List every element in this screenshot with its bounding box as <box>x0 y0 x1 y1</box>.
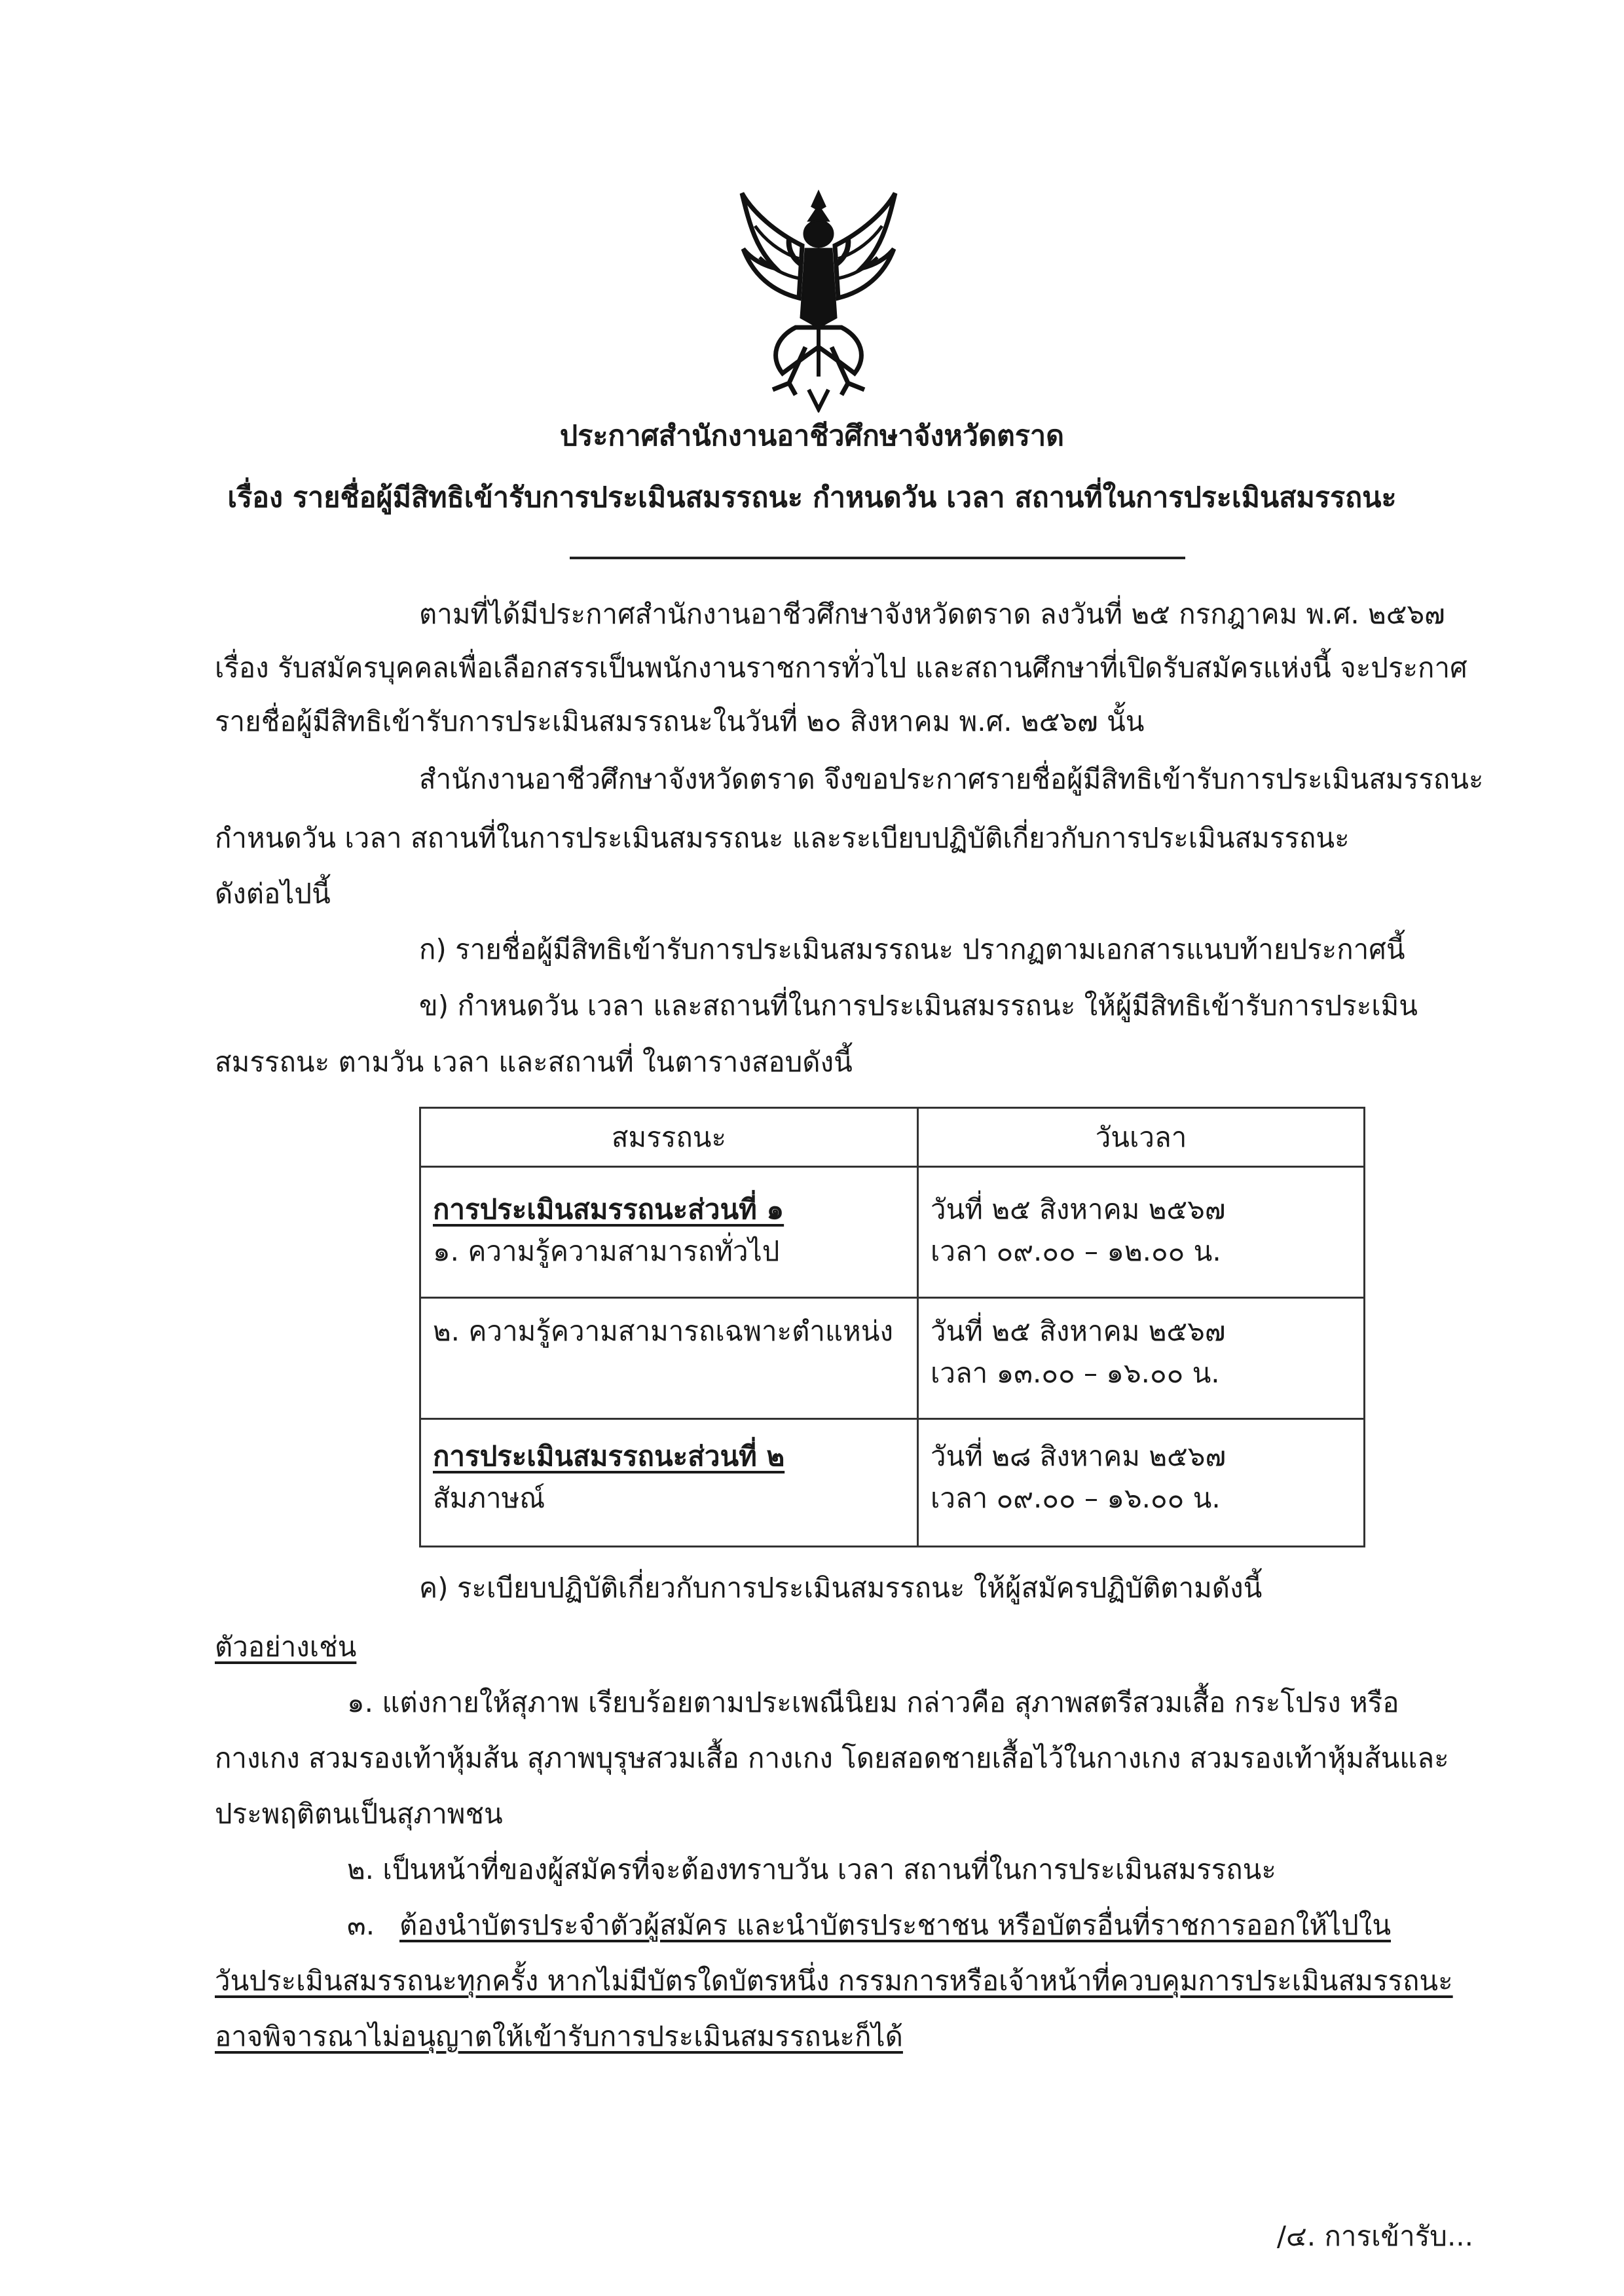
item-b-line1: ข) กำหนดวัน เวลา และสถานที่ในการประเมินสมรรถนะ ให้ผู้มีสิทธิเข้ารับการประเมิน <box>419 990 1418 1022</box>
example-label: ตัวอย่างเช่น <box>215 1631 357 1663</box>
datetime-cell <box>918 1167 1365 1298</box>
table-header-row <box>420 1108 1365 1167</box>
rule-3-line2: วันประเมินสมรรถนะทุกครั้ง หากไม่มีบัตรใดบัตรหนึ่ง กรรมการหรือเจ้าหน้าที่ควบคุมการประเมินสมรรถนะ <box>215 1965 1453 1997</box>
table-row <box>420 1167 1365 1298</box>
announcement-title: ประกาศสำนักงานอาชีวศึกษาจังหวัดตราด <box>559 420 1065 453</box>
exam-time: เวลา ๑๓.๐๐ – ๑๖.๐๐ น. <box>931 1357 1220 1389</box>
col-header-competency: สมรรถนะ <box>420 1108 918 1167</box>
competency-cell <box>420 1419 918 1547</box>
competency-cell <box>420 1298 918 1419</box>
rule-2: ๒. เป็นหน้าที่ของผู้สมัครที่จะต้องทราบวัน เวลา สถานที่ในการประเมินสมรรถนะ <box>347 1853 1276 1885</box>
title-divider <box>570 557 1185 559</box>
rule-3-number: ๓. <box>347 1909 375 1941</box>
datetime-cell <box>918 1298 1365 1419</box>
intro-p2-line1: สำนักงานอาชีวศึกษาจังหวัดตราด จึงขอประกาศรายชื่อผู้มีสิทธิเข้ารับการประเมินสมรรถนะ <box>419 763 1484 795</box>
announcement-subject: เรื่อง รายชื่อผู้มีสิทธิเข้ารับการประเมินสมรรถนะ กำหนดวัน เวลา สถานที่ในการประเมินสมรรถนะ <box>227 481 1397 514</box>
rule-1-line1: ๑. แต่งกายให้สุภาพ เรียบร้อยตามประเพณีนิยม กล่าวคือ สุภาพสตรีสวมเสื้อ กระโปรง หรือ <box>347 1686 1399 1718</box>
part-heading: การประเมินสมรรถนะส่วนที่ ๒ <box>433 1440 785 1472</box>
exam-date: วันที่ ๒๘ สิงหาคม ๒๕๖๗ <box>931 1440 1227 1472</box>
item-c: ค) ระเบียบปฏิบัติเกี่ยวกับการประเมินสมรรถนะ ให้ผู้สมัครปฏิบัติตามดังนี้ <box>419 1572 1263 1604</box>
intro-p1-line1: ตามที่ได้มีประกาศสำนักงานอาชีวศึกษาจังหวัดตราด ลงวันที่ ๒๕ กรกฎาคม พ.ศ. ๒๕๖๗ <box>419 598 1445 630</box>
col-header-datetime: วันเวลา <box>918 1108 1365 1167</box>
intro-p2-line3: ดังต่อไปนี้ <box>215 878 331 910</box>
competency-item: สัมภาษณ์ <box>433 1482 545 1514</box>
exam-time: เวลา ๐๙.๐๐ – ๑๖.๐๐ น. <box>931 1482 1221 1514</box>
exam-time: เวลา ๐๙.๐๐ – ๑๒.๐๐ น. <box>931 1235 1221 1267</box>
continued-note: /๔. การเข้ารับ... <box>1276 2220 1473 2252</box>
item-a: ก) รายชื่อผู้มีสิทธิเข้ารับการประเมินสมรรถนะ ปรากฏตามเอกสารแนบท้ายประกาศนี้ <box>419 933 1405 965</box>
intro-p2-line2: กำหนดวัน เวลา สถานที่ในการประเมินสมรรถนะ และระเบียบปฏิบัติเกี่ยวกับการประเมินสมรรถนะ <box>215 822 1350 854</box>
part-heading: การประเมินสมรรถนะส่วนที่ ๑ <box>433 1193 784 1225</box>
rule-1-line3: ประพฤติตนเป็นสุภาพชน <box>215 1798 503 1830</box>
garuda-emblem-icon <box>737 187 900 413</box>
rule-1-line2: กางเกง สวมรองเท้าหุ้มส้น สุภาพบุรุษสวมเสื้อ กางเกง โดยสอดชายเสื้อไว้ในกางเกง สวมรองเท้าหุ้มส้นและ <box>215 1742 1449 1774</box>
table-row <box>420 1298 1365 1419</box>
rule-3-line3: อาจพิจารณาไม่อนุญาตให้เข้ารับการประเมินสมรรถนะก็ได้ <box>215 2020 903 2052</box>
exam-date: วันที่ ๒๕ สิงหาคม ๒๕๖๗ <box>931 1193 1226 1225</box>
datetime-cell <box>918 1419 1365 1547</box>
schedule-table <box>419 1107 1365 1547</box>
competency-cell <box>420 1167 918 1298</box>
table-row <box>420 1419 1365 1547</box>
intro-p1-line3: รายชื่อผู้มีสิทธิเข้ารับการประเมินสมรรถนะในวันที่ ๒๐ สิงหาคม พ.ศ. ๒๕๖๗ นั้น <box>215 705 1145 737</box>
competency-item: ๑. ความรู้ความสามารถทั่วไป <box>433 1235 780 1267</box>
competency-item: ๒. ความรู้ความสามารถเฉพาะตำแหน่ง <box>433 1315 893 1347</box>
exam-date: วันที่ ๒๕ สิงหาคม ๒๕๖๗ <box>931 1315 1226 1347</box>
item-b-line2: สมรรถนะ ตามวัน เวลา และสถานที่ ในตารางสอบดังนี้ <box>215 1046 853 1078</box>
intro-p1-line2: เรื่อง รับสมัครบุคคลเพื่อเลือกสรรเป็นพนักงานราชการทั่วไป และสถานศึกษาที่เปิดรับสมัครแห่งนี้ จะประกาศ <box>215 652 1467 684</box>
rule-3-line1: ต้องนำบัตรประจำตัวผู้สมัคร และนำบัตรประชาชน หรือบัตรอื่นที่ราชการออกให้ไปใน <box>399 1909 1392 1941</box>
